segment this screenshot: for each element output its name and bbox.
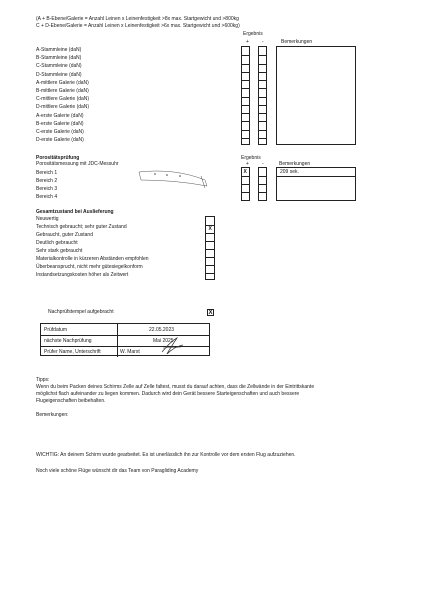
- wing-diagram: [135, 166, 215, 192]
- strength-row-label: A-erste Galerie (daN): [36, 112, 84, 119]
- porosity-title: Porositätsprüfung: [36, 155, 80, 161]
- strength-cell-divider: [259, 64, 266, 65]
- condition-cell-divider: [206, 273, 214, 274]
- condition-cell-divider: [206, 241, 214, 242]
- porosity-minus-column[interactable]: [258, 167, 267, 201]
- condition-row-label: Neuwertig: [36, 216, 59, 222]
- strength-minus-label: -: [262, 39, 264, 45]
- porosity-row-3-label: Bereich 3: [36, 186, 58, 192]
- inspection-next-value: Mai 2025: [153, 338, 174, 344]
- strength-row-label: B-mittlere Galerie (daN): [36, 88, 89, 94]
- strength-remarks-label: Bemerkungen: [281, 39, 313, 45]
- condition-row-label: Deutlich gebraucht: [36, 240, 78, 246]
- strength-cell-divider: [242, 130, 249, 131]
- header-line-1: (A + B-Ebene/Galerie = Anzahl Leinen x Leinenfestigkeit >8x max. Startgewicht und >800kg: [36, 16, 239, 22]
- inspection-date-value: 22.05.2023: [149, 327, 175, 333]
- strength-row-label: A-mittlere Galerie (daN): [36, 79, 89, 86]
- strength-cell-divider: [242, 97, 249, 98]
- strength-cell-divider: [242, 105, 249, 106]
- porosity-remarks-box[interactable]: [276, 167, 356, 201]
- header-line-2: C + D-Ebene/Galerie = Anzahl Leinen x Leinenfestigkeit >6x max. Startgewicht und >600kg): [36, 23, 240, 29]
- tips-title: Tipps:: [36, 377, 50, 383]
- strength-cell-divider: [242, 113, 249, 114]
- condition-title: Gesamtzustand bei Auslieferung: [36, 209, 114, 215]
- strength-cell-divider: [242, 88, 249, 89]
- strength-row-label: B-Stammleine (daN): [36, 55, 82, 62]
- inspection-inspector-label: Prüfer Name, Unterschrift: [44, 349, 101, 355]
- strength-cell-divider: [242, 80, 249, 81]
- condition-row-label: Sehr stark gebraucht: [36, 248, 83, 254]
- strength-cell-divider: [259, 72, 266, 73]
- condition-cell-divider: [206, 233, 214, 234]
- strength-cell-divider: [242, 138, 249, 139]
- porosity-plus-column[interactable]: [241, 167, 250, 201]
- strength-row-label: D-Stammleine (daN): [36, 71, 82, 78]
- tips-text-1: Wenn du beim Packen deines Schirms Zelle auf Zelle faltest, musst du darauf achten, dass die Zellwände in der Eintrittskante: [36, 384, 315, 390]
- strength-row-label: D-erste Galerie (daN): [36, 137, 84, 144]
- strength-row-label: C-Stammleine (daN): [36, 63, 82, 70]
- inspection-inspector-value: W. Marxt: [120, 349, 140, 355]
- strength-cell-divider: [259, 55, 266, 56]
- strength-cell-divider: [259, 88, 266, 89]
- porosity-plus-label: +: [246, 161, 249, 167]
- porosity-remarks-label: Bemerkungen: [279, 161, 311, 167]
- condition-row-label: Überbeansprucht, nicht mehr gütesiegelkonform: [36, 264, 143, 270]
- condition-cell-divider: [206, 265, 214, 266]
- strength-row-label: A-Stammleine (daN): [36, 47, 82, 53]
- strength-cell-divider: [259, 105, 266, 106]
- strength-plus-label: +: [246, 39, 249, 45]
- strength-cell-divider: [242, 55, 249, 56]
- strength-row-label: B-erste Galerie (daN): [36, 120, 84, 127]
- condition-row-mark: X: [208, 226, 212, 232]
- signature: [159, 336, 185, 356]
- strength-cell-divider: [259, 130, 266, 131]
- tips-text-3: Flugeigenschaften beibehalten.: [36, 398, 106, 404]
- condition-row-label: Gebraucht, guter Zustand: [36, 232, 93, 238]
- strength-cell-divider: [259, 113, 266, 114]
- condition-checkbox-column[interactable]: [205, 216, 215, 280]
- strength-cell-divider: [242, 64, 249, 65]
- inspection-next-label: nächste Nachprüfung: [44, 338, 92, 344]
- footer-closing: Noch viele schöne Flüge wünscht dir das Team von Paragliding Academy: [36, 468, 199, 474]
- porosity-row-4-label: Bereich 4: [36, 194, 58, 200]
- tips-remarks: Bemerkungen:: [36, 412, 69, 418]
- porosity-minus-label: -: [262, 161, 264, 167]
- condition-row-label: Instandsetzungskosten höher als Zeitwert: [36, 272, 129, 278]
- condition-cell-divider: [206, 249, 214, 250]
- strength-cell-divider: [242, 121, 249, 122]
- porosity-row-2-label: Bereich 2: [36, 178, 58, 184]
- strength-plus-column[interactable]: [241, 46, 250, 145]
- porosity-result-label: Ergebnis: [241, 155, 261, 161]
- strength-row-label: C-mittlere Galerie (daN): [36, 96, 90, 103]
- porosity-row-1-remark: 209 sek.: [280, 168, 299, 175]
- condition-row-label: Materialkontrolle in kürzeren Abständen empfohlen: [36, 256, 149, 262]
- strength-cell-divider: [242, 72, 249, 73]
- strength-remarks-box[interactable]: [276, 46, 356, 145]
- strength-row-label: D-mittlere Galerie (daN): [36, 104, 90, 111]
- tips-text-2: möglichst flach aufeinander zu liegen kommen. Dadurch wird dein Gerät bessere Starteigenschaften und auch bessere: [36, 391, 300, 397]
- strength-cell-divider: [259, 97, 266, 98]
- footer-warning: WICHTIG: An deinem Schirm wurde gearbeitet. Es ist unerlässlich ihn zur Kontrolle vor dem ersten Flug aufzuziehen.: [36, 452, 296, 458]
- porosity-row-1-label: Bereich 1: [36, 170, 58, 176]
- strength-minus-column[interactable]: [258, 46, 267, 145]
- strength-cell-divider: [259, 138, 266, 139]
- stamp-label: Nachprüfstempel aufgebracht: [48, 309, 114, 315]
- stamp-checkbox[interactable]: X: [208, 310, 213, 316]
- condition-row-label: Technisch gebraucht; sehr guter Zustand: [36, 224, 127, 230]
- inspection-date-label: Prüfdatum: [44, 327, 68, 333]
- condition-cell-divider: [206, 257, 214, 258]
- strength-row-label: C-erste Galerie (daN): [36, 129, 84, 135]
- porosity-row-1-plus-mark: X: [243, 168, 247, 175]
- strength-result-label: Ergebnis: [243, 31, 263, 37]
- inspection-box: [40, 323, 210, 356]
- strength-cell-divider: [259, 80, 266, 81]
- strength-cell-divider: [259, 121, 266, 122]
- porosity-subtitle: Porositätsmessung mit JDC-Messuhr: [36, 161, 119, 167]
